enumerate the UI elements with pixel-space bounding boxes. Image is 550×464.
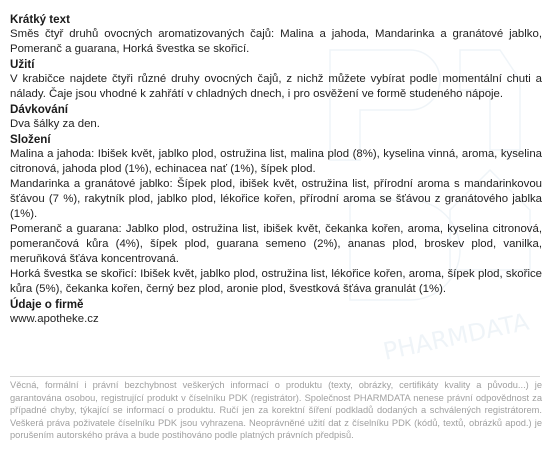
dosage-heading: Dávkování	[10, 103, 68, 116]
company-heading: Údaje o firmě	[10, 298, 84, 311]
short-text-paragraph: Směs čtyř druhů ovocných aromatizovaných čajů: Malina a jahoda, Mandarinka a granátové jablko, Pomeranč a guarana, Horká švestka se skořicí.	[10, 28, 542, 55]
composition-mandarin-pomegranate: Mandarinka a granátové jablko: Šípek plod, ibišek květ, ostružina list, přírodní aroma s mandarinkovou šťávou (7 %), rakytník plod, jablko plod, lékořice kořen, přírodní aroma se šťávou z granátového jablka (1%).	[10, 178, 542, 220]
usage-heading: Užití	[10, 58, 35, 71]
watermark-text: PHARMDATA	[380, 307, 532, 366]
composition-raspberry-strawberry: Malina a jahoda: Ibišek květ, jablko plod, ostružina list, malina plod (8%), kyselina vinná, aroma, kyselina citronová, jahoda plod (1%), echinacea nať (1%), šípek plod.	[10, 148, 542, 175]
product-text-content	[10, 13, 542, 327]
composition-plum-cinnamon: Horká švestka se skořicí: Ibišek květ, jablko plod, ostružina list, lékořice kořen, aroma, šípek plod, skořice kůra (5%), čekanka kořen, černý bez plod, aronie plod, švestková šťáva granulát (1%).	[10, 268, 542, 295]
disclaimer-divider	[10, 376, 540, 377]
usage-paragraph: V krabičce najdete čtyři různé druhy ovocných čajů, z nichž můžete vybírat podle momentální chuti a nálady. Čaje jsou vhodné k zahřátí v chladných dnech, i pro osvěžení ve formě studeného nápoje.	[10, 73, 542, 100]
short-text-heading: Krátký text	[10, 13, 70, 26]
legal-disclaimer: Věcná, formální i právní bezchybnost veškerých informací o produktu (texty, obrázky, certifikáty kvality a původu...) je garantována osobou, registrující produkt v číselníku PDK (registrátor). Společnost PHARMDATA nenese právní odpovědnost za případné chyby, týkající se informací o produktu. Ručí jen za korektní šíření podkladů dodaných a schválených registrátorem. Veškerá práva poživatele číselníku PDK jsou vyhrazena. Neoprávněné užití dat z číselníku PDK (kódů, textů, obrázků apod.) je porušením autorského práva a bude postihováno podle platných právních předpisů.	[10, 380, 542, 440]
composition-heading: Složení	[10, 133, 51, 146]
company-website-link[interactable]: www.apotheke.cz	[10, 313, 99, 325]
dosage-paragraph: Dva šálky za den.	[10, 118, 100, 130]
composition-orange-guarana: Pomeranč a guarana: Jablko plod, ostružina list, ibišek květ, čekanka kořen, aroma, kyselina citronová, pomerančová kůra (4%), šípek plod, guarana semeno (2%), ananas plod, broskev plod, vanilka, meruňková šťáva koncentrovaná.	[10, 223, 542, 265]
